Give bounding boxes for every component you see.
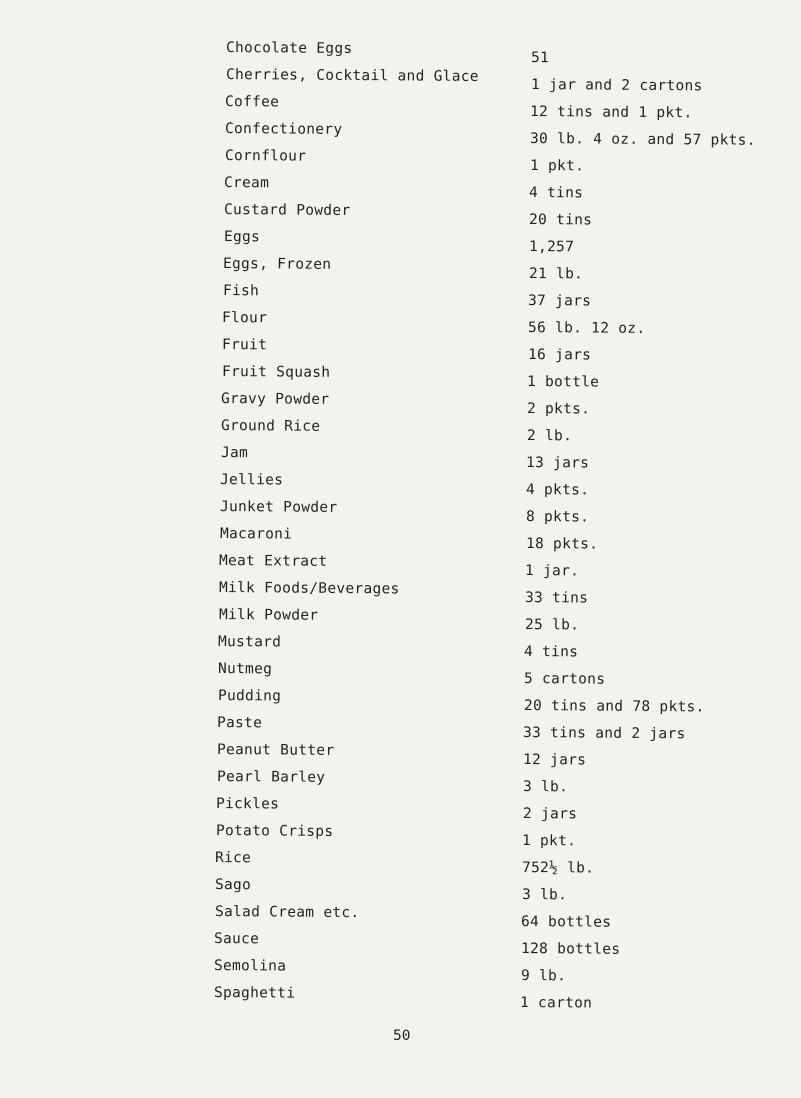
item-name: Potato Crisps xyxy=(215,823,334,840)
item-quantity: 1 pkt. xyxy=(529,158,585,175)
page-number: 50 xyxy=(393,1028,411,1044)
item-quantity: 20 tins and 78 pkts. xyxy=(523,698,705,716)
list-item xyxy=(0,607,801,634)
item-quantity: 13 jars xyxy=(525,455,590,472)
list-item xyxy=(0,418,801,445)
item-quantity: 2 lb. xyxy=(526,428,573,445)
item-name: Fruit Squash xyxy=(221,364,331,381)
list-item xyxy=(0,121,801,148)
item-name: Rice xyxy=(214,850,252,867)
list-item xyxy=(0,67,801,94)
item-quantity: 2 jars xyxy=(522,806,578,823)
item-quantity: 20 tins xyxy=(528,212,593,229)
item-name: Custard Powder xyxy=(223,202,351,219)
item-quantity: 51 xyxy=(530,50,550,67)
item-name: Semolina xyxy=(213,958,287,975)
item-quantity: 21 lb. xyxy=(528,266,584,283)
item-quantity: 752½ lb. xyxy=(521,860,595,877)
item-name: Fish xyxy=(222,283,260,300)
list-item xyxy=(0,958,801,985)
list-item xyxy=(0,931,801,958)
item-quantity: 4 pkts. xyxy=(525,482,590,499)
list-item xyxy=(0,391,801,418)
item-name: Chocolate Eggs xyxy=(225,40,353,57)
item-name: Sago xyxy=(214,877,252,894)
item-quantity: 1,257 xyxy=(528,239,575,256)
item-quantity: 4 tins xyxy=(523,644,579,661)
food-items-list xyxy=(0,40,801,1012)
list-item xyxy=(0,256,801,283)
item-name: Peanut Butter xyxy=(216,742,335,759)
item-name: Jellies xyxy=(219,472,284,489)
item-name: Flour xyxy=(221,310,268,327)
item-quantity: 128 bottles xyxy=(520,941,621,958)
list-item xyxy=(0,175,801,202)
item-quantity: 3 lb. xyxy=(521,887,568,904)
item-quantity: 30 lb. 4 oz. and 57 pkts. xyxy=(529,131,756,149)
item-quantity: 2 pkts. xyxy=(526,401,591,418)
item-name: Meat Extract xyxy=(218,553,328,570)
item-name: Salad Cream etc. xyxy=(214,904,360,922)
item-quantity: 1 carton xyxy=(519,995,593,1012)
item-quantity: 9 lb. xyxy=(520,968,567,985)
item-name: Confectionery xyxy=(224,121,343,138)
item-name: Pearl Barley xyxy=(216,769,326,786)
list-item xyxy=(0,688,801,715)
item-quantity: 16 jars xyxy=(527,347,592,364)
list-item xyxy=(0,283,801,310)
item-name: Junket Powder xyxy=(219,499,338,516)
list-item xyxy=(0,580,801,607)
list-item xyxy=(0,445,801,472)
item-quantity: 18 pkts. xyxy=(525,536,599,553)
list-item xyxy=(0,94,801,121)
item-name: Jam xyxy=(220,445,249,462)
item-name: Milk Foods/Beverages xyxy=(218,580,400,598)
list-item xyxy=(0,661,801,688)
list-item xyxy=(0,499,801,526)
item-name: Ground Rice xyxy=(220,418,321,435)
item-quantity: 56 lb. 12 oz. xyxy=(527,320,646,337)
list-item xyxy=(0,229,801,256)
list-item xyxy=(0,526,801,553)
item-name: Cornflour xyxy=(224,148,307,165)
item-quantity: 5 cartons xyxy=(523,671,606,688)
item-name: Pudding xyxy=(217,688,282,705)
list-item xyxy=(0,472,801,499)
list-item xyxy=(0,823,801,850)
item-name: Eggs, Frozen xyxy=(222,256,332,273)
list-item xyxy=(0,148,801,175)
item-name: Gravy Powder xyxy=(220,391,330,408)
list-item xyxy=(0,364,801,391)
item-quantity: 12 tins and 1 pkt. xyxy=(529,104,693,122)
list-item xyxy=(0,769,801,796)
list-item xyxy=(0,337,801,364)
item-quantity: 33 tins xyxy=(524,590,589,607)
item-quantity: 1 bottle xyxy=(526,374,600,391)
item-name: Nutmeg xyxy=(217,661,273,678)
list-item xyxy=(0,850,801,877)
item-name: Milk Powder xyxy=(218,607,319,624)
item-quantity: 3 lb. xyxy=(522,779,569,796)
list-item xyxy=(0,310,801,337)
item-quantity: 64 bottles xyxy=(520,914,612,931)
item-quantity: 33 tins and 2 jars xyxy=(522,725,686,743)
item-quantity: 1 pkt. xyxy=(521,833,577,850)
list-item xyxy=(0,877,801,904)
item-quantity: 12 jars xyxy=(522,752,587,769)
list-item xyxy=(0,715,801,742)
item-name: Coffee xyxy=(224,94,280,111)
item-name: Cherries, Cocktail and Glace xyxy=(225,67,479,85)
item-name: Sauce xyxy=(213,931,260,948)
item-name: Eggs xyxy=(223,229,261,246)
list-item xyxy=(0,40,801,67)
item-name: Pickles xyxy=(215,796,280,813)
item-name: Macaroni xyxy=(219,526,293,543)
item-quantity: 37 jars xyxy=(527,293,592,310)
list-item xyxy=(0,742,801,769)
list-item xyxy=(0,202,801,229)
item-name: Fruit xyxy=(221,337,268,354)
list-item xyxy=(0,796,801,823)
list-item xyxy=(0,634,801,661)
item-quantity: 1 jar. xyxy=(524,563,580,580)
item-name: Spaghetti xyxy=(213,985,296,1002)
item-quantity: 4 tins xyxy=(528,185,584,202)
item-quantity: 25 lb. xyxy=(524,617,580,634)
item-name: Paste xyxy=(216,715,263,732)
item-name: Cream xyxy=(223,175,270,192)
list-item xyxy=(0,904,801,931)
list-item xyxy=(0,985,801,1012)
item-quantity: 1 jar and 2 cartons xyxy=(530,77,703,95)
item-quantity: 8 pkts. xyxy=(525,509,590,526)
list-item xyxy=(0,553,801,580)
item-name: Mustard xyxy=(217,634,282,651)
